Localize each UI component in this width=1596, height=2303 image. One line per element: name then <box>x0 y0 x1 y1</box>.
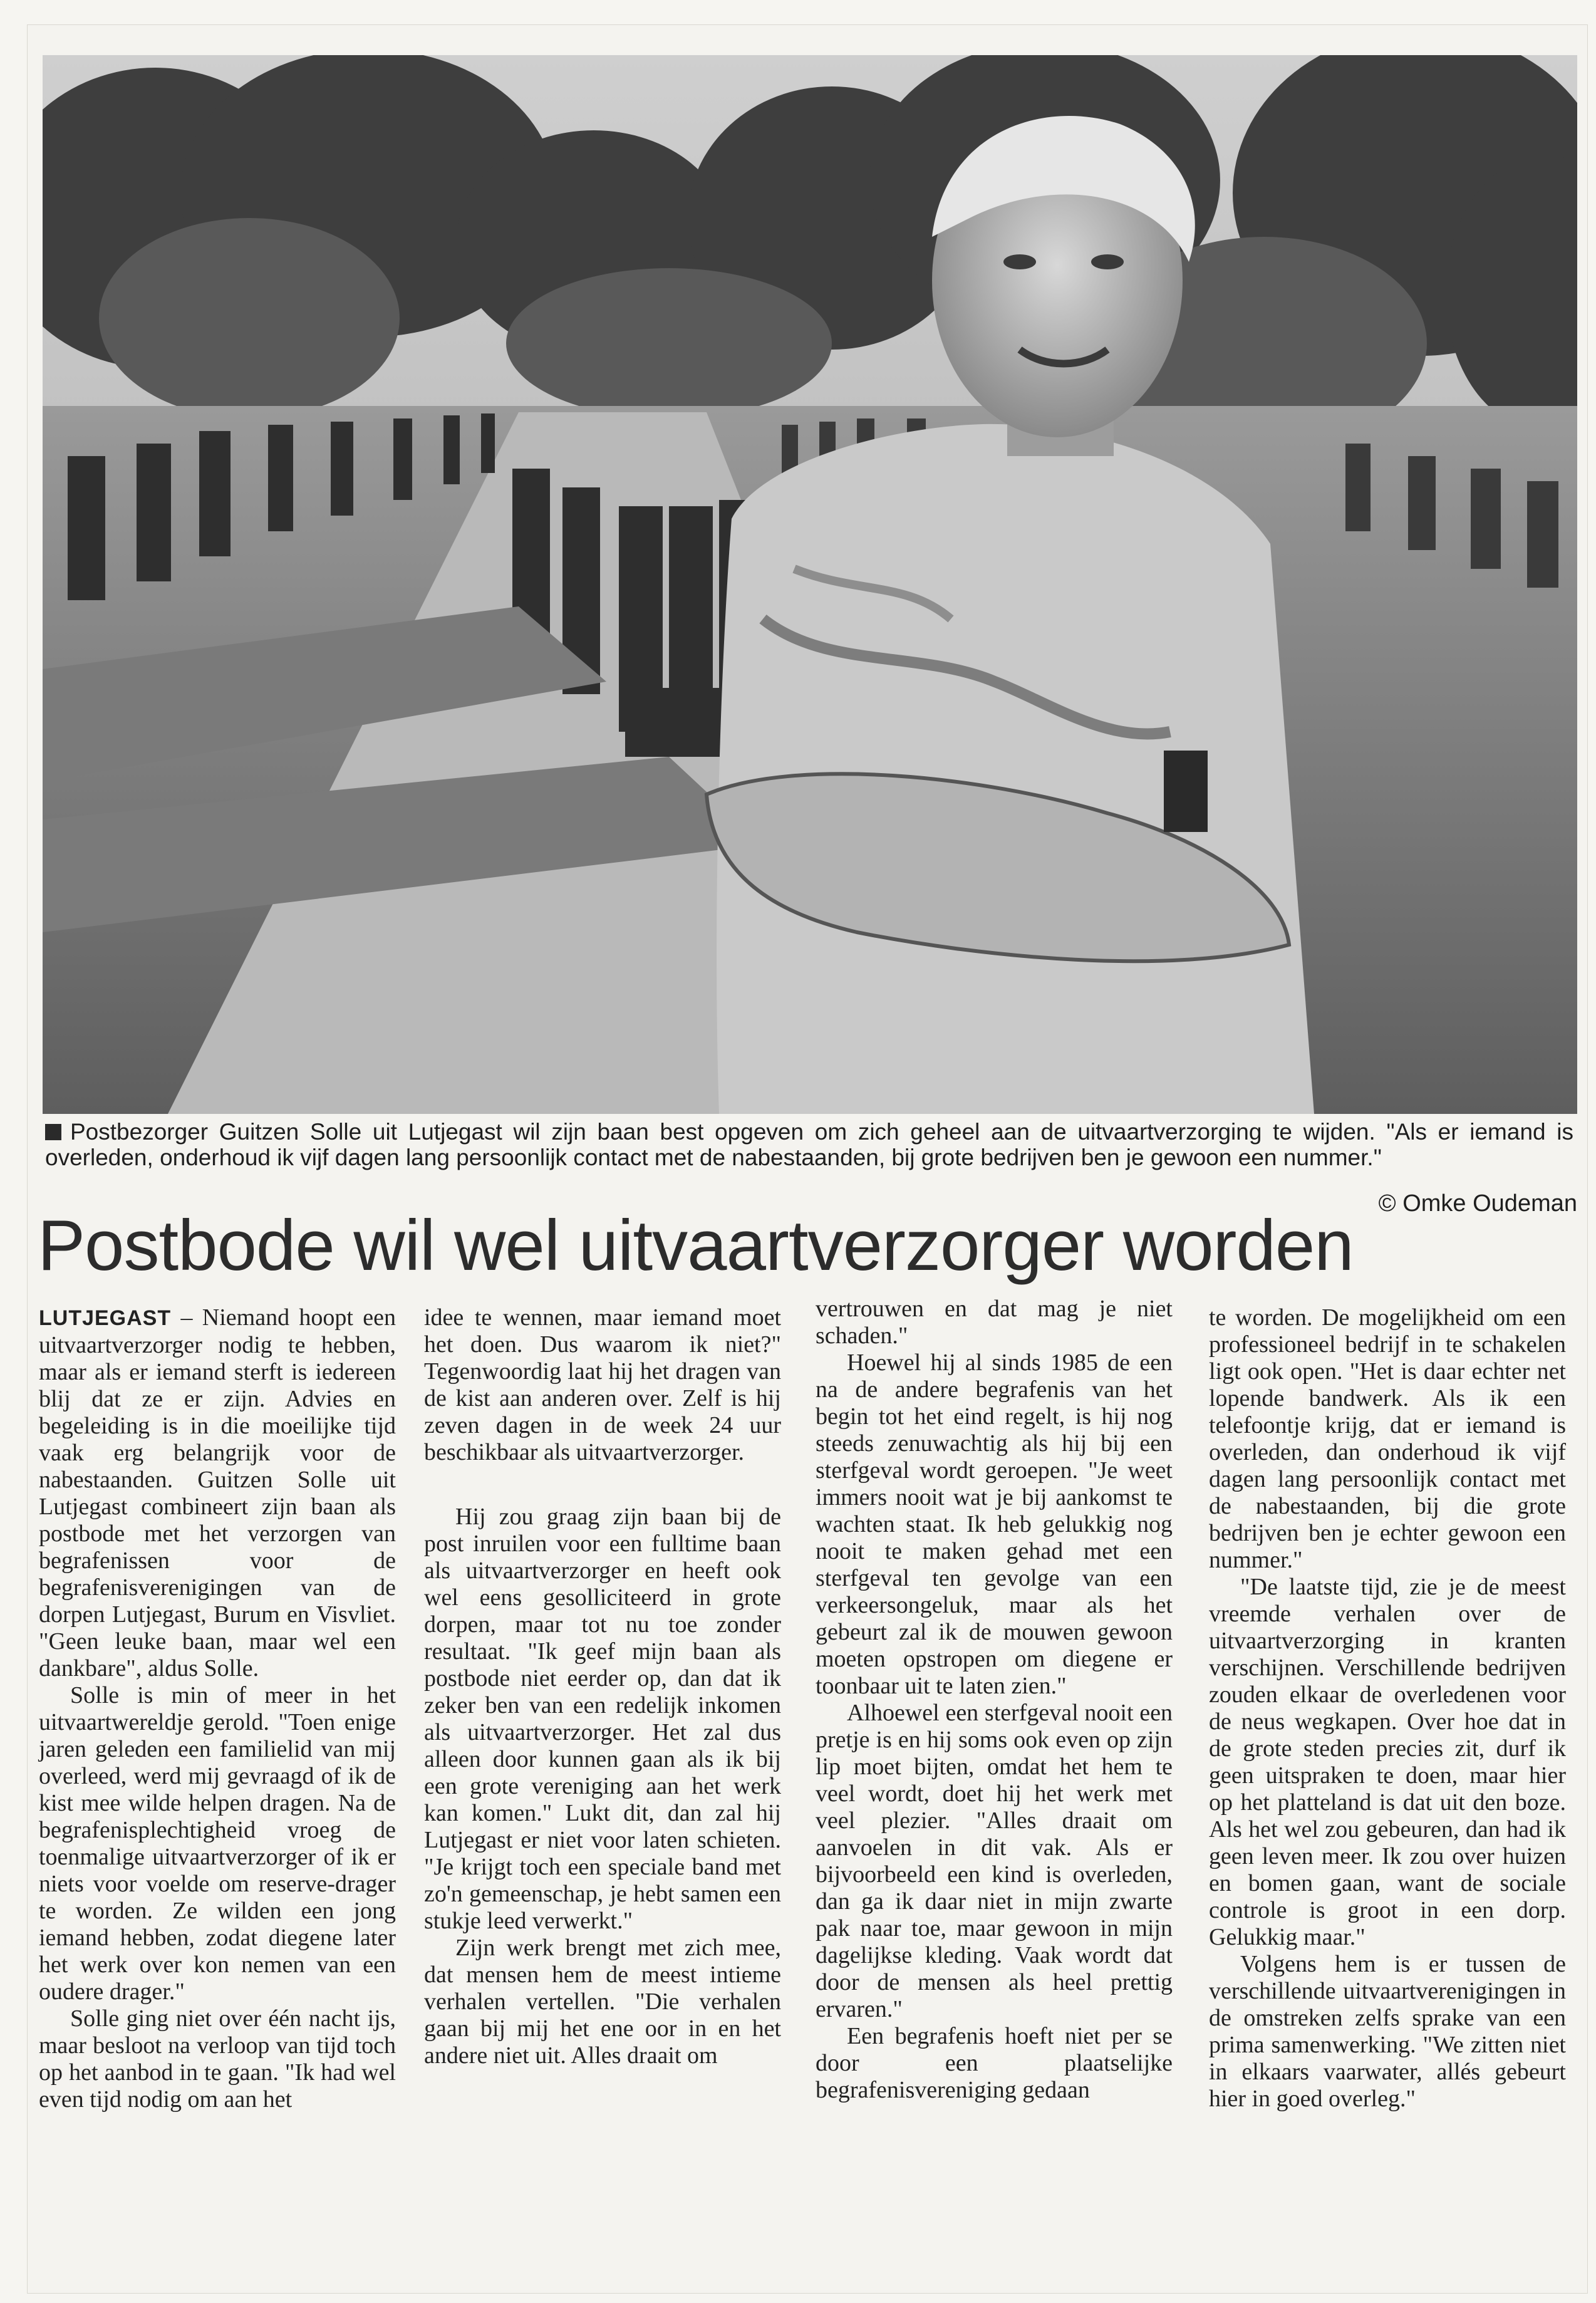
article-column-2 <box>424 1304 781 2069</box>
article-paragraph: te worden. De mogelijkheid om een professioneel bedrijf in te schakelen ligt ook open. "Het is daar echter net lopende bandwerk. Als ik een telefoontje krijg, dat er iemand is overleden, dan onderhoud ik vijf dagen lang persoonlijk contact met de nabestaanden, bij die grote bedrijven ben je echter gewoon een nummer." <box>1209 1304 1566 1573</box>
article-paragraph: Hoewel hij al sinds 1985 de een na de andere begrafenis van het begin tot het eind regelt, is hij nog steeds zenuwachtig als hij bij een sterfgeval wordt geroepen. "Je weet immers nooit wat je bij aankomst te wachten staat. Ik heb gelukkig nog nooit te maken gehad met een sterfgeval ten gevolge van een verkeersongeluk, maar als het gebeurt zal ik de mouwen gewoon moeten opstropen om diegene er toonbaar uit te laten zien." <box>816 1349 1173 1699</box>
article-paragraph: Volgens hem is er tussen de verschillende uitvaartverenigingen in de omstreken zelfs sprake van een prima samenwerking. "We zitten niet in elkaars vaarwater, allés gebeurt hier in goed overleg." <box>1209 1951 1566 2112</box>
article-column-4 <box>1209 1304 1566 2113</box>
article-body <box>39 1296 1580 2282</box>
photo-credit: © Omke Oudeman <box>1378 1190 1577 1217</box>
article-paragraph: Een begrafenis hoeft niet per se door een plaatselijke begrafenisvereniging gedaan <box>816 2023 1173 2103</box>
article-paragraph: idee te wennen, maar iemand moet het doen. Dus waarom ik niet?" Tegenwoordig laat hij het dragen van de kist aan anderen over. Zelf is hij zeven dagen in de week 24 uur beschikbaar als uitvaartverzorger. <box>424 1304 781 1465</box>
article-paragraph: "De laatste tijd, zie je de meest vreemde verhalen over de uitvaartverzorging in kranten verschijnen. Verschillende bedrijven zouden elkaar de overledenen voor de neus wegkapen. Over hoe dat in de grote steden precies zit, durf ik geen uitspraken te doen, maar hier op het platteland is dat uit den boze. Als het wel zou gebeuren, dan had ik geen leven meer. Ik zou over huizen en bomen gaan, want de sociale controle is groot in een dorp. Gelukkig maar." <box>1209 1574 1566 1950</box>
article-paragraph: Solle is min of meer in het uitvaartwereldje gerold. "Toen enige jaren geleden een familielid van mij overleed, werd mij gevraagd of ik de kist mee wilde helpen dragen. Na de begrafenisplechtigheid vroeg de toenmalige uitvaartverzorger of ik er niets voor voelde om reserve-drager te worden. Ze wilden een jong iemand hebben, zodat diegene later het werk over kon nemen van een oudere drager." <box>39 1682 396 2005</box>
pen-in-pocket <box>1164 751 1208 832</box>
article-paragraph: Zijn werk brengt met zich mee, dat mensen hem de meest intieme verhalen vertellen. "Die verhalen gaan bij mij het ene oor in en het andere niet uit. Alles draait om <box>424 1935 781 2069</box>
paragraph-text: Niemand hoopt een uitvaartverzorger nodig te hebben, maar als er iemand sterft is iedereen blij dat ze er zijn. Advies en begeleiding is in die moeilijke tijd vaak erg belangrijk voor de nabestaanden. Guitzen Solle uit Lutjegast combineert zijn baan als postbode met het verzorgen van begrafenissen voor de begrafenisverenigingen van de dorpen Lutjegast, Burum en Visvliet. "Geen leuke baan, maar wel een dankbare", aldus Solle. <box>39 1304 396 1682</box>
headline: Postbode wil wel uitvaartverzorger worden <box>38 1206 1354 1286</box>
article-paragraph: Alhoewel een sterfgeval nooit een pretje is en hij soms ook even op zijn lip moet bijten, omdat het hem te veel wordt, doet hij het werk met veel plezier. "Alles draait om aanvoelen in dit vak. Als er bijvoorbeeld een kind is overleden, dan ga ik daar niet in mijn zwarte pak naar toe, maar gewoon in mijn dagelijkse kleding. Vaak wordt dat door de mensen als heel prettig ervaren." <box>816 1700 1173 2022</box>
photo-illustration <box>43 55 1577 1114</box>
dateline: LUTJEGAST <box>39 1306 172 1330</box>
article-paragraph: Hij zou graag zijn baan bij de post inruilen voor een fulltime baan als uitvaartverzorger en heeft ook wel eens gesolliciteerd in grote dorpen, maar tot nu toe zonder resultaat. "Ik geef mijn baan als postbode niet eerder op, dan dat ik zeker ben van een redelijk inkomen als uitvaartverzorger. Het zal dus alleen door kunnen gaan als ik bij een grote vereniging aan het werk kan komen." Lukt dit, dan zal hij Lutjegast er niet voor laten schieten. "Je krijgt toch een speciale band met zo'n gemeenschap, je hebt samen een stukje leed verwerkt." <box>424 1504 781 1934</box>
dateline-separator: – <box>180 1304 193 1331</box>
caption-bullet-icon <box>45 1124 61 1140</box>
article-paragraph: vertrouwen en dat mag je niet schaden." <box>816 1296 1173 1349</box>
photo-caption <box>45 1119 1573 1170</box>
article-paragraph <box>39 1304 396 1682</box>
caption-text: Postbezorger Guitzen Solle uit Lutjegast wil zijn baan best opgeven om zich geheel aan de uitvaartverzorging te wijden. "Als er iemand is overleden, onderhoud ik vijf dagen lang persoonlijk contact met de nabestaanden, bij grote bedrijven ben je gewoon een nummer." <box>45 1119 1573 1170</box>
article-column-3 <box>816 1296 1173 2104</box>
article-paragraph: Solle ging niet over één nacht ijs, maar besloot na verloop van tijd toch op het aanbod in te gaan. "Ik had wel even tijd nodig om aan het <box>39 2005 396 2113</box>
article-column-1 <box>39 1304 396 2113</box>
cemetery-photo <box>43 55 1577 1114</box>
